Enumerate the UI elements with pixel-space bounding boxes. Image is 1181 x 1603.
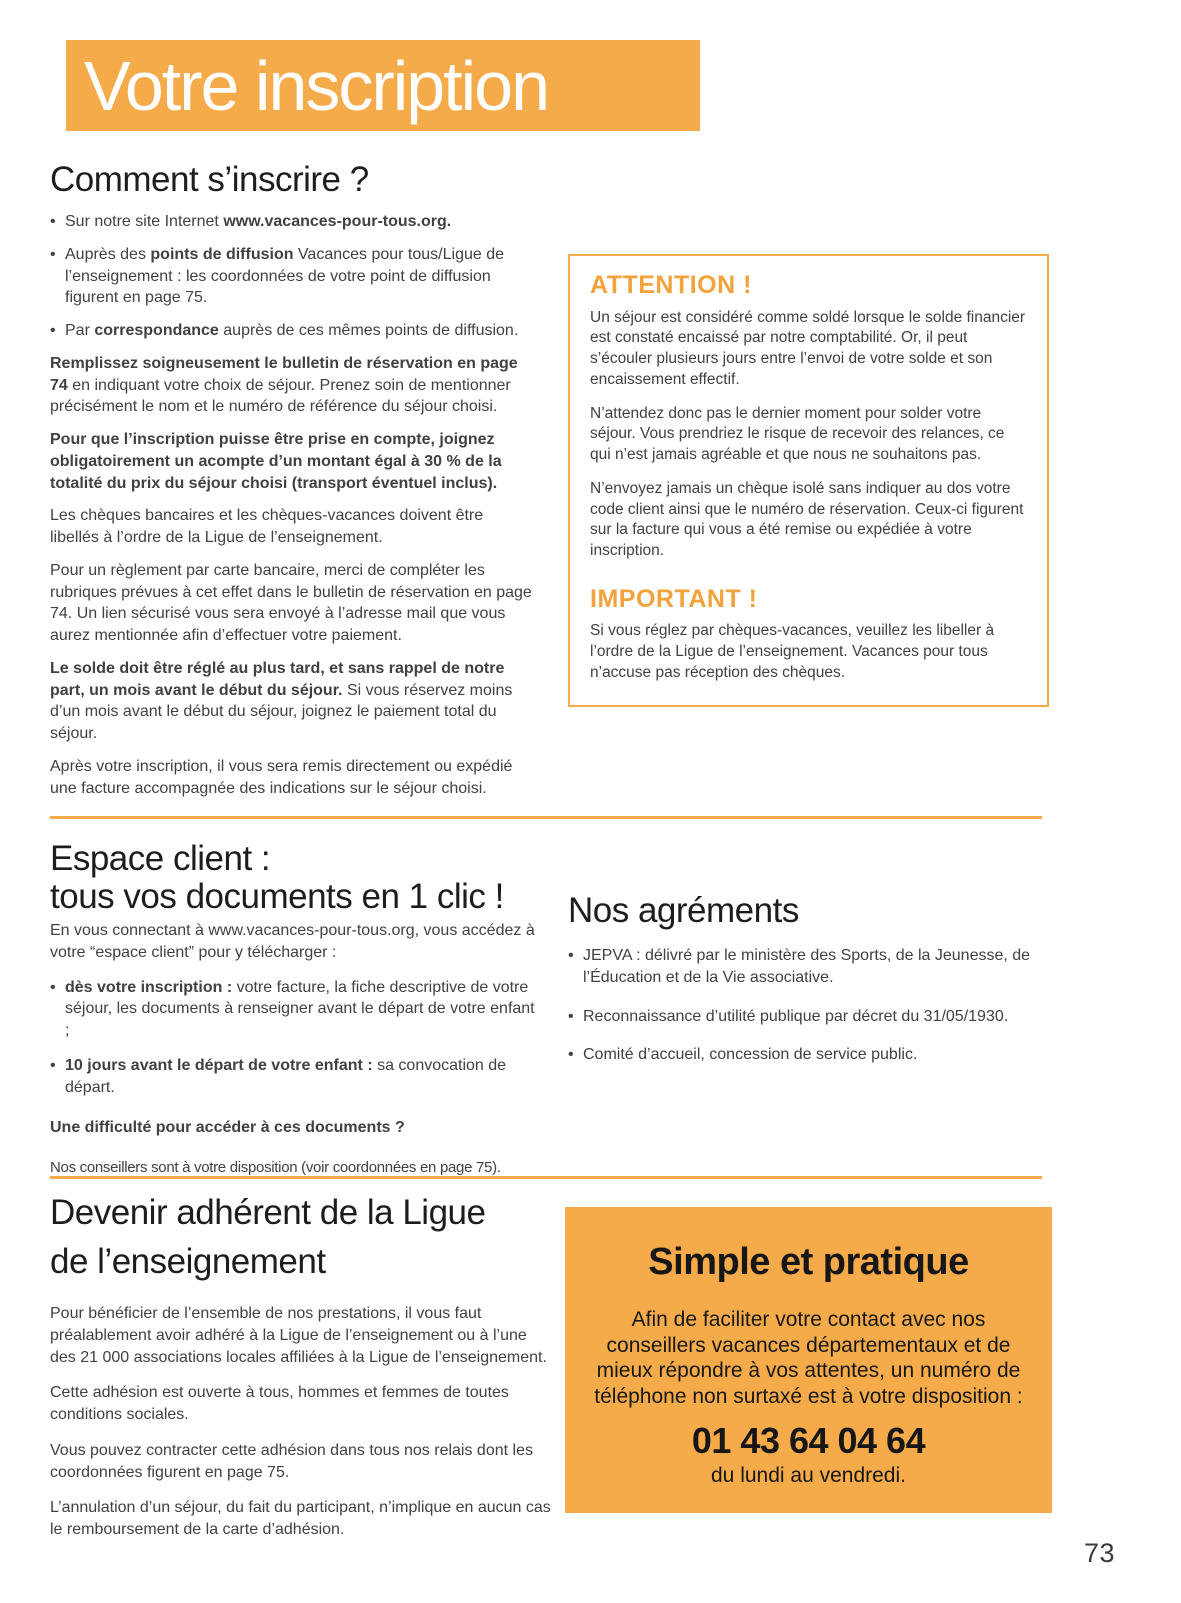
- paragraph: Si vous réglez par chèques-vacances, veuillez les libeller à l’ordre de la Ligue de l’enseignement. Vacances pour tous n’accuse pas réception des chèques.: [590, 622, 995, 681]
- bullet-item: [50, 977, 536, 1042]
- bullet-marker: •: [50, 322, 56, 339]
- paragraph: Remplissez soigneusement le bulletin de réservation en page 74 en indiquant votre choix de séjour. Prenez soin de mentionner précisément le nom et le numéro de référence du séjour choisi.: [50, 354, 518, 416]
- bullet-item: [568, 1044, 1048, 1066]
- bullet-item: [568, 945, 1048, 989]
- important-heading: IMPORTANT !: [590, 584, 758, 613]
- bullet-item: [50, 1055, 536, 1099]
- section-heading: Nos agréments: [568, 891, 799, 930]
- bullet-item: [568, 1006, 1048, 1028]
- page-title: Votre inscription: [84, 46, 549, 125]
- title-banner: [66, 40, 700, 131]
- paragraph: Pour bénéficier de l’ensemble de nos prestations, il vous faut préalablement avoir adhéré à la Ligue de l’enseignement ou à l’une des 21 000 associations locales affiliées à la Ligue de l’enseignement.: [50, 1305, 547, 1366]
- paragraph: N’envoyez jamais un chèque isolé sans indiquer au dos votre code client ainsi que le numéro de réservation. Ceux-ci figurent sur la facture qui vous a été remise ou expédiée à votre inscription.: [590, 479, 1024, 560]
- bullet-text: Par correspondance auprès de ces mêmes points de diffusion.: [65, 322, 519, 339]
- phone-schedule: du lundi au vendredi.: [711, 1464, 906, 1488]
- bullet-marker: •: [50, 213, 56, 230]
- bullet-item: [50, 211, 536, 233]
- paragraph: Un séjour est considéré comme soldé lorsque le solde financier est constaté encaissé par notre comptabilité. Or, il peut s’écouler plusieurs jours entre l’envoi de votre solde et son encaissement effectif.: [590, 308, 1026, 388]
- section-heading: Comment s’inscrire ?: [50, 160, 369, 199]
- bullet-marker: •: [568, 947, 574, 964]
- bullet-marker: •: [50, 245, 56, 263]
- paragraph: Le solde doit être réglé au plus tard, et sans rappel de notre part, un mois avant le début du séjour. Si vous réservez moins d’un mois avant le début du séjour, joignez le paiement total du séjour.: [50, 659, 513, 742]
- section-heading-line1: Devenir adhérent de la Ligue: [50, 1193, 486, 1232]
- section-heading-line1: Espace client :: [50, 839, 271, 878]
- page-number: 73: [1084, 1538, 1116, 1568]
- bullet-marker: •: [568, 1007, 574, 1025]
- note-line: Nos conseillers sont à votre disposition (voir coordonnées en page 75).: [50, 1159, 501, 1176]
- paragraph: Les chèques bancaires et les chèques-vacances doivent être libellés à l’ordre de la Ligue de l’enseignement.: [50, 507, 484, 546]
- paragraph: Pour un règlement par carte bancaire, merci de compléter les rubriques prévues à cet effet dans le bulletin de réservation en page 74. Un lien sécurisé vous sera envoyé à l’adresse mail que vous aurez mentionnée afin d’effectuer votre paiement.: [50, 561, 532, 644]
- attention-box: [568, 254, 1049, 707]
- section-divider: [50, 816, 1042, 819]
- section-divider: [50, 1176, 1042, 1179]
- bullet-text: Auprès des points de diffusion Vacances pour tous/Ligue de l’enseignement : les coordonnées de votre point de diffusion figurent en page 75.: [65, 245, 504, 307]
- promo-heading: Simple et pratique: [648, 1241, 969, 1283]
- section-heading-line2: de l’enseignement: [50, 1242, 326, 1281]
- bullet-marker: •: [50, 1056, 56, 1074]
- paragraph: N’attendez donc pas le dernier moment pour solder votre séjour. Vous prendriez le risque de recevoir des relances, ce qui n’est jamais agréable et que nous ne souhaitons pas.: [590, 404, 1005, 464]
- bullet-text: dès votre inscription : votre facture, la fiche descriptive de votre séjour, les documents à renseigner avant le départ de votre enfant ;: [65, 978, 535, 1039]
- section-nos-agrements: [568, 892, 1048, 1083]
- section-devenir-adherent: [50, 1194, 552, 1555]
- bullet-item: [50, 320, 536, 342]
- paragraph: Après votre inscription, il vous sera remis directement ou expédié une facture accompagnée des indications sur le séjour choisi.: [50, 757, 513, 797]
- bullet-marker: •: [568, 1046, 574, 1064]
- paragraph: Pour que l’inscription puisse être prise en compte, joignez obligatoirement un acompte d’un montant égal à 30 % de la totalité du prix du séjour choisi (transport éventuel inclus).: [50, 431, 502, 492]
- section-heading-line2: tous vos documents en 1 clic !: [50, 877, 504, 916]
- bullet-text: Comité d’accueil, concession de service public.: [583, 1046, 918, 1064]
- paragraph: Vous pouvez contracter cette adhésion dans tous nos relais dont les coordonnées figurent en page 75.: [50, 1441, 533, 1481]
- attention-heading: ATTENTION !: [590, 271, 752, 299]
- promo-text: Afin de faciliter votre contact avec nos conseillers vacances départementaux et de mieux répondre à vos attentes, un numéro de téléphone non surtaxé est à votre disposition :: [594, 1308, 1023, 1408]
- bullet-text: 10 jours avant le départ de votre enfant : sa convocation de départ.: [65, 1056, 507, 1096]
- bullet-marker: •: [50, 978, 56, 996]
- paragraph: Cette adhésion est ouverte à tous, hommes et femmes de toutes conditions sociales.: [50, 1384, 509, 1423]
- promo-box: [565, 1207, 1052, 1513]
- bullet-item: [50, 244, 536, 309]
- bullet-text: JEPVA : délivré par le ministère des Sports, de la Jeunesse, de l’Éducation et de la Vie associative.: [583, 947, 1031, 986]
- paragraph: En vous connectant à www.vacances-pour-tous.org, vous accédez à votre “espace client” pour y télécharger :: [50, 922, 535, 961]
- bullet-text: Reconnaissance d’utilité publique par décret du 31/05/1930.: [583, 1007, 1009, 1025]
- paragraph: L’annulation d’un séjour, du fait du participant, n’implique en aucun cas le remboursement de la carte d’adhésion.: [50, 1499, 551, 1538]
- bullet-text: Sur notre site Internet www.vacances-pour-tous.org.: [65, 213, 452, 230]
- question-line: Une difficulté pour accéder à ces documents ?: [50, 1119, 405, 1137]
- section-comment-sinscrire: [50, 161, 536, 810]
- phone-number: 01 43 64 04 64: [691, 1420, 926, 1462]
- section-espace-client: [50, 840, 536, 1191]
